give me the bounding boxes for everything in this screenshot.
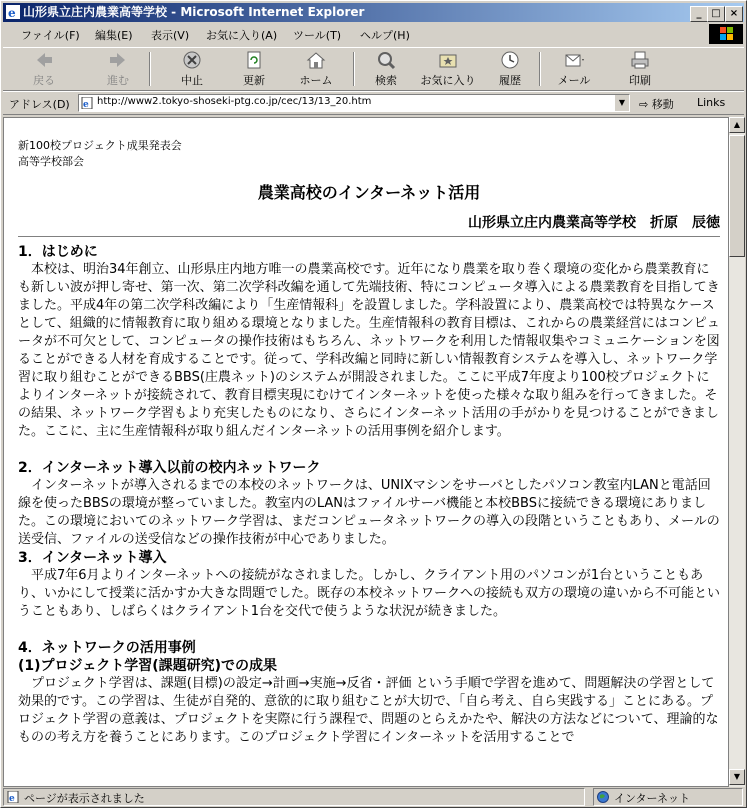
page-icon: [81, 97, 93, 109]
print-button[interactable]: [617, 50, 663, 88]
section-1-body: 本校は、明治34年創立、山形県庄内地方唯一の農業高校です。近年になり農業を取り巻く環境の変化から農業教育にも新しい波が押し寄せ、第一次、第二次学科改編を通して先端技術、特にコンピュータ導入による農業教育を目指してきました。平成4年の第二次学科改編により「生産情報科」を設置しました。学科設置により、農業高校では特異なケースとして、組織的に情報教育に取り組める環境となりました。生産情報科の教育目標は、これからの農業経営にはコンピュータが不可欠として、コンピュータの操作技術はもちろん、ネットワークを利用した情報収集やコミュニケーションを図ることができる人材を育成することです。従って、学科改編と同時に新しい情報教育システムを導入し、ネットワーク学習に取り組むことができるBBS(庄農ネット)のシステムが開設されました。ここに平成7年度より100校プロジェクトによりインターネットが接続されて、教育目標実現にむけてインターネットを使った様々な取り組みを行ってきました。その結果、ネットワーク学習もより充実したものになり、さらにインターネット活用の手がかりを見つけることができました。ここに、主に生産情報科が取り組んだインターネットの活用事例を紹介します。: [18, 262, 720, 439]
home-icon: [305, 50, 327, 70]
refresh-button[interactable]: [231, 50, 277, 88]
section-4-subheading: (1)プロジェクト学習(課題研究)での成果: [18, 658, 278, 674]
history-icon: [499, 50, 521, 70]
address-input[interactable]: [78, 94, 630, 112]
status-bar: [3, 787, 744, 805]
status-text-panel: [3, 788, 585, 806]
doc-header-line2: 高等学校部会: [18, 155, 84, 168]
refresh-label: 更新: [243, 74, 265, 87]
scroll-thumb[interactable]: [729, 135, 745, 257]
scroll-down-icon[interactable]: ▼: [729, 769, 745, 785]
svg-text:e: e: [83, 100, 89, 109]
forward-arrow-icon: [107, 50, 129, 70]
divider: [18, 236, 720, 237]
section-2-heading: 2．インターネット導入以前の校内ネットワーク: [18, 460, 321, 476]
printer-icon: [629, 50, 651, 70]
document: [18, 138, 720, 747]
toolbar-separator: [353, 52, 355, 86]
back-button[interactable]: [21, 50, 67, 88]
doc-header-line1: 新100校プロジェクト成果発表会: [18, 139, 182, 152]
favorites-folder-icon: [437, 50, 459, 70]
scroll-up-icon[interactable]: ▲: [729, 117, 745, 133]
stop-icon: [181, 50, 203, 70]
title-bar: [3, 3, 744, 22]
address-label: アドレス(D): [9, 98, 70, 111]
search-icon: [375, 50, 397, 70]
section-1-heading: 1．はじめに: [18, 244, 98, 260]
section-4-heading: 4．ネットワークの活用事例: [18, 640, 196, 656]
vertical-scrollbar[interactable]: [729, 117, 745, 787]
svg-text:e: e: [8, 6, 16, 19]
go-arrow-icon: ⇨: [639, 98, 649, 111]
globe-icon: [597, 791, 609, 803]
mail-icon: [563, 50, 585, 70]
status-text: ページが表示されました: [24, 792, 145, 805]
close-button[interactable]: ×: [725, 6, 743, 22]
toolbar: [3, 47, 744, 91]
menu-favorites[interactable]: お気に入り(A): [206, 29, 278, 42]
history-button[interactable]: [487, 50, 533, 88]
menu-view[interactable]: 表示(V): [151, 29, 190, 42]
section-4-body: プロジェクト学習は、課題(目標)の設定→計画→実施→反省・評価 という手順で学習を進めて、問題解決の学習として効果的です。この学習は、生徒が自発的、意欲的に取り組むことが大切で、「自ら考え、自ら実践する」ことにある。プロジェクト学習の意義は、プロジェクトを実際に行う課程で、問題のとらえかたや、解決の方法などについて、理論的なものの考え方を養うことにあります。このプロジェクト学習にインターネットを活用することで: [18, 676, 719, 745]
back-label: 戻る: [33, 74, 55, 87]
doc-title: 農業高校のインターネット活用: [257, 183, 481, 202]
go-button[interactable]: [639, 96, 674, 112]
address-bar: [3, 91, 744, 115]
links-button[interactable]: Links: [697, 96, 726, 109]
stop-label: 中止: [181, 74, 203, 87]
ie-icon: [6, 5, 20, 19]
page-done-icon: [7, 791, 19, 803]
address-url: http://www2.tokyo-shoseki-ptg.co.jp/cec/13/13_20.htm: [97, 96, 372, 107]
address-dropdown-icon[interactable]: ▼: [614, 95, 629, 111]
menu-help[interactable]: ヘルプ(H): [360, 29, 410, 42]
back-arrow-icon: [33, 50, 55, 70]
minimize-button[interactable]: _: [690, 6, 708, 22]
svg-text:e: e: [9, 794, 15, 803]
section-3-body: 平成7年6月よりインターネットへの接続がなされました。しかし、クライアント用のパソコンが1台ということもあり、いかにして授業に活かすか大きな問題でした。既存の本校ネットワークへの接続も双方の環境の違いから不可能ということもあり、しばらくはクライアント1台を交代で使うような状況が続きました。: [18, 568, 721, 619]
menu-file[interactable]: ファイル(F): [21, 29, 80, 42]
home-label: ホーム: [299, 74, 333, 87]
search-button[interactable]: [363, 50, 409, 88]
security-zone-panel: [593, 788, 743, 806]
home-button[interactable]: [293, 50, 339, 88]
favorites-button[interactable]: [417, 50, 479, 88]
menu-edit[interactable]: 編集(E): [95, 29, 133, 42]
mail-button[interactable]: [551, 50, 597, 88]
print-label: 印刷: [629, 74, 651, 87]
go-label: 移動: [651, 98, 674, 111]
doc-author: 山形県立庄内農業高等学校 折原 辰徳: [468, 215, 720, 231]
search-label: 検索: [375, 74, 397, 87]
windows-logo-icon: [709, 24, 743, 44]
zone-label: インターネット: [614, 792, 691, 805]
toolbar-separator: [539, 52, 541, 86]
forward-button[interactable]: [95, 50, 141, 88]
window-title: 山形県立庄内農業高等学校 - Microsoft Internet Explorer: [23, 5, 365, 19]
forward-label: 進む: [107, 74, 129, 87]
stop-button[interactable]: [169, 50, 215, 88]
favorites-label: お気に入り: [420, 74, 476, 87]
toolbar-separator: [149, 52, 151, 86]
menu-bar: [3, 24, 744, 44]
section-2-body: インターネットが導入されるまでの本校のネットワークは、UNIXマシンをサーバとしたパソコン教室内LANと電話回線を使ったBBSの環境が整っていました。教室内のLANはファイルサーバ機能と本校BBSに接続できる環境にありました。この環境においてのネットワーク学習は、まだコンピュータネットワークの導入の段階ということもあり、メールの送受信、ファイルの送受信などの操作技術が中心でありました。: [18, 478, 720, 547]
maximize-button[interactable]: □: [707, 6, 725, 22]
section-3-heading: 3．インターネット導入: [18, 550, 167, 566]
menu-tools[interactable]: ツール(T): [293, 29, 342, 42]
mail-label: メール: [557, 74, 591, 87]
refresh-icon: [243, 50, 265, 70]
history-label: 履歴: [499, 74, 521, 87]
page-content: [3, 117, 729, 787]
